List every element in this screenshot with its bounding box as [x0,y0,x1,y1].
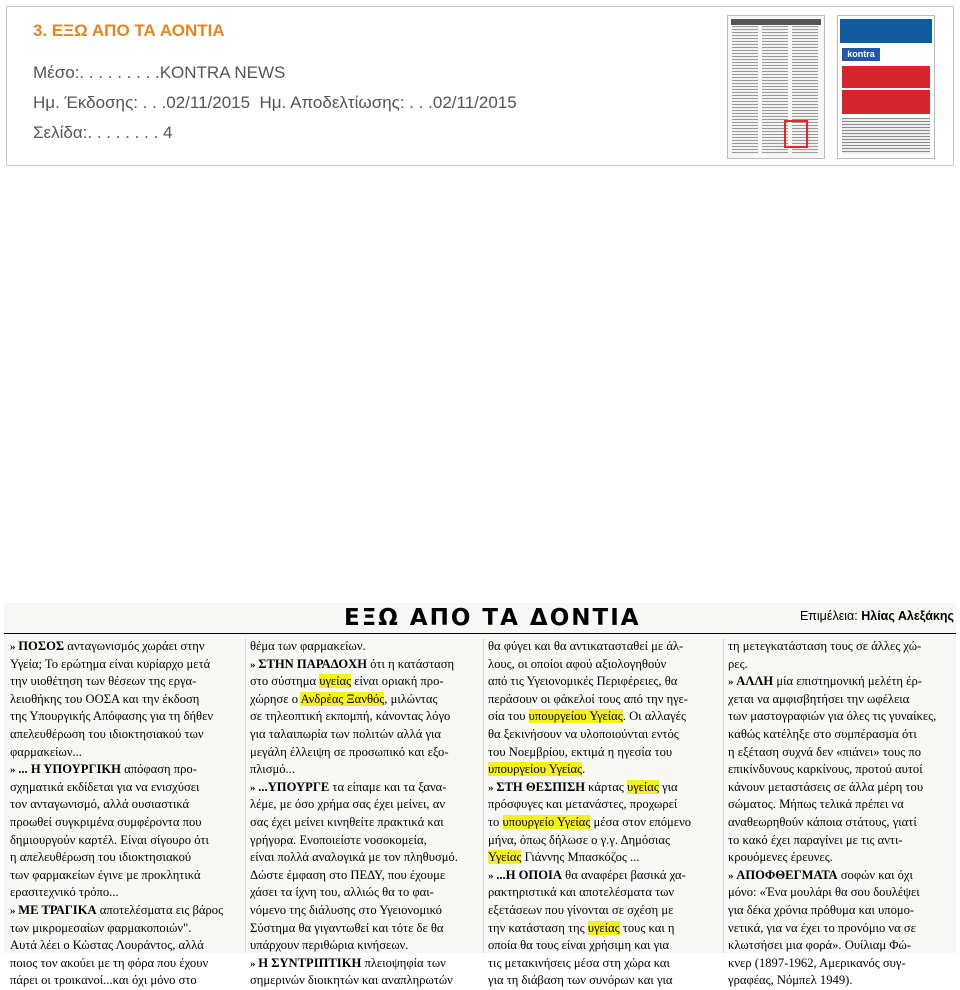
article-line [250,955,480,973]
article-text: ανταγωνισμός χωράει στην [64,639,205,653]
article-text: των μαστογραφιών για όλες τις γυναίκες, [728,709,937,724]
source-line: Μέσο:. . . . . . . . .KONTRA NEWS [33,63,286,82]
highlighted-keyword: Υγείας [488,850,522,865]
article-line [488,691,720,709]
clipping-header [6,6,954,166]
article-text: κνερ (1897-1962, Αμερικανός συγ- [728,955,906,970]
highlighted-keyword: Ανδρέας Ξανθός [300,691,385,706]
bullet-arrow-icon: » [728,676,737,689]
article-text: νετικά, για να έχει το προνόμιο να σε [728,920,916,935]
article-text: θα ξεκινήσουν να υλοποιούνται εντός [488,726,679,741]
article-text: κάνουν μεταστάσεις σε άλλα μέρη του [728,779,924,794]
article-line [250,884,480,902]
article-line [10,902,242,920]
article-text: μόνο: «Ένα μουλάρι θα σου δουλέψει [728,885,920,900]
article-line [488,902,720,920]
article-text: αποτελέσματα εις βάρος [96,902,224,917]
article-column-1 [10,638,242,990]
article-line [250,849,480,867]
article-line [10,849,242,867]
article-text: σχηματικά εκδίδεται για να ενισχύσει [10,779,200,794]
article-text: εξετάσεων που γίνονται σε σχέση με [488,902,674,917]
article-text: νόμενο της διάλυσης στο Υγειονομικό [250,902,442,917]
bullet-arrow-icon: » [488,869,497,882]
front-page-thumbnail[interactable] [837,15,935,159]
lead-word: ΜΕ ΤΡΑΓΙΚΑ [18,902,97,917]
article-line [488,867,720,885]
article-text: χεται να αμφισβητήσει την ωφέλεια [728,691,910,706]
article-text: Δώστε έμφαση στο ΠΕΔΥ, που έχουμε [250,867,446,882]
article-columns [4,634,956,988]
article-text: μεγάλη έλλειψη σε προσωπικό και εξο- [250,744,449,759]
article-text: λους, οι οποίοι αφού αξιολογηθούν [488,656,667,671]
article-text: δημιουργούν καρτέλ. Είναι σίγουρο ότι [10,832,209,847]
article-text: η απελευθέρωση του ιδιοκτησιακού [10,850,192,865]
bullet-arrow-icon: » [10,904,19,917]
article-line [728,726,954,744]
article-line [488,972,720,990]
highlighted-keyword: υπουργείο Υγείας [502,814,591,829]
article-line [250,796,480,814]
article-text: είναι πολλά αναλογικά με τον πληθυσμό. [250,850,458,865]
article-text: από τις Υγειονομικές Περιφέρειες, θα [488,674,678,689]
article-line [488,779,720,797]
highlighted-keyword: υγείας [627,779,659,794]
article-text: οποία θα τους είναι χρήσιμη και για [488,938,670,953]
article-text: τα είπαμε και τα ξανα- [329,779,447,794]
article-location-marker [784,120,808,148]
article-line [10,972,242,990]
column-divider [483,638,484,953]
article-line [488,832,720,850]
article-text: θα φύγει και θα αντικατασταθεί με άλ- [488,639,684,653]
article-line [10,884,242,902]
article-text: ερασιτεχνικό τρόπο... [10,885,119,900]
article-line [488,884,720,902]
article-text: σας έχει μείνει κινηθείτε πρακτικά και [250,814,444,829]
article-line [250,832,480,850]
article-line [10,726,242,744]
thumbnail-masthead [731,19,821,25]
article-line [250,656,480,674]
article-line [728,638,954,656]
article-text: κλωτσήσει μια φορά». Ουίλιαμ Φώ- [728,938,911,953]
column-divider [245,638,246,953]
article-text: μήνα, όπως δήλωσε ο γ.γ. Δημόσιας [488,832,670,847]
lead-word: ΠΟΣΟΣ [18,639,65,653]
bullet-arrow-icon: » [488,781,497,794]
lead-word: Η ΣΥΝΤΡΙΠΤΙΚΗ [258,955,362,970]
article-column-2 [250,638,480,990]
article-line [10,955,242,973]
highlighted-keyword: υπουργείου Υγείας [488,762,583,777]
page-thumbnail[interactable] [727,15,825,159]
article-line [10,691,242,709]
article-line [488,726,720,744]
article-line [728,902,954,920]
article-line [250,673,480,691]
article-line [728,761,954,779]
article-text: την κατάσταση της [488,920,588,935]
article-line [728,708,954,726]
bullet-arrow-icon: » [250,658,259,671]
lead-word: ΣΤΗ ΘΕΣΠΙΣΗ [496,779,585,794]
article-line [488,796,720,814]
article-line [728,884,954,902]
front-page-headline [842,66,930,88]
article-line [250,726,480,744]
article-text: σοφών και όχι [837,867,913,882]
article-text: ποιος τον ακούει με τη φόρα που έχουν [10,955,209,970]
article-text: τη μετεγκατάσταση τους σε άλλες χώ- [728,639,922,653]
highlighted-keyword: υγείας [319,674,352,689]
article-line [728,796,954,814]
article-text: Γιάννης Μπασκόζος ... [521,850,640,865]
article-line [728,972,954,990]
lead-word: ΑΛΛΗ [736,674,774,689]
article-text: χώρησε ο [250,691,301,706]
article-text: σία του [488,709,529,724]
dates-line: Ημ. Έκδοσης: . . .02/11/2015 Ημ. Αποδελτίωσης: . . .02/11/2015 [33,93,517,112]
article-text: επικίνδυνους καρκίνους, προτού αυτοί [728,762,923,777]
article-line [488,708,720,726]
article-text: του Νοεμβρίου, εκτιμά η ηγεσία του [488,744,673,759]
bullet-arrow-icon: » [10,641,19,653]
article-text: Σύστημα θα γιγαντωθεί και τότε δε θα [250,920,444,935]
article-text: στο σύστημα [250,674,320,689]
article-line [728,814,954,832]
lead-word: ΣΤΗΝ ΠΑΡΑΔΟΧΗ [258,656,368,671]
article-line [250,744,480,762]
article-text: της Υπουργικής Απόφασης για τη δήθεν [10,709,214,724]
article-column-4 [728,638,954,990]
article-line [250,691,480,709]
front-page-body [842,118,930,154]
article-line [10,656,242,674]
article-line [10,814,242,832]
article-line [10,832,242,850]
article-line [250,814,480,832]
article-text: χάσει τα ίχνη του, αλλιώς θα το φαι- [250,885,434,900]
article-line [250,779,480,797]
article-line [10,708,242,726]
article-line [250,937,480,955]
article-line [250,867,480,885]
bullet-arrow-icon: » [728,869,737,882]
article-text: κρουόμενες έρευνες. [728,850,833,865]
article-text: . Οι αλλαγές [622,709,686,724]
article-line [488,744,720,762]
article-text: μέσα στον επόμενο [590,814,692,829]
bullet-arrow-icon: » [250,781,259,794]
article-line [250,761,480,779]
article-line [728,832,954,850]
article-line [10,673,242,691]
article-text: το [488,814,503,829]
article-line [10,761,242,779]
lead-word: ...ΥΠΟΥΡΓΕ [258,779,330,794]
article-text: η εξέταση συχνά δεν «πιάνει» τους πο [728,744,922,759]
article-text: , μιλώντας [384,691,438,706]
article-line [10,920,242,938]
article-text: απόφαση προ- [120,762,197,777]
article-line [250,920,480,938]
article-text: φαρμακείων... [10,744,82,759]
article-text: για δέκα χρόνια πρόθυμα και υπομο- [728,902,915,917]
article-line [10,744,242,762]
article-line [728,867,954,885]
thumbnail-column [732,26,758,154]
article-text: καθώς κατέληξε στο συμπέρασμα ότι [728,726,917,741]
editor-name: Ηλίας Αλεξάκης [861,609,954,623]
article-text: Αυτά λέει ο Κώστας Λουράντος, αλλά [10,938,204,953]
article-line [250,902,480,920]
article-line [728,920,954,938]
article-line [728,691,954,709]
article-line [488,638,720,656]
rubric-bar [4,603,956,634]
article-text: για ταλαιπωρία των πολιτών αλλά για [250,726,442,741]
clipping-title: 3. ΕΞΩ ΑΠΟ ΤΑ ΑΟΝΤΙΑ [33,21,225,40]
article-text: πλισμό... [250,762,295,777]
article-line [488,761,720,779]
front-page-banner [840,19,932,43]
article-line [728,656,954,674]
article-text: είναι οριακή προ- [351,674,444,689]
article-line [488,937,720,955]
article-text: το κακό έχει παραγίνει με τις αντι- [728,832,903,847]
lead-word: ...Η ΟΠΟΙΑ [496,867,563,882]
article-line [488,920,720,938]
article-text: προωθεί συγκριμένα συμφέροντα που [10,814,202,829]
article-text: ότι η κατάσταση [367,656,455,671]
article-text: πρόσφυγες και μετανάστες, προχωρεί [488,797,678,812]
article-line [250,638,480,656]
article-line [10,796,242,814]
front-page-logo: kontra [842,48,880,61]
article-text: υπάρχουν περιθώρια κινήσεων. [250,938,409,953]
lead-word: ... Η ΥΠΟΥΡΓΙΚΗ [18,762,121,777]
article-text: σώματος. Μήπως τελικά πρέπει να [728,797,904,812]
article-clipping [4,603,956,988]
article-line [250,708,480,726]
article-text: των μικρομεσαίων φαρμακοποιών". [10,920,192,935]
article-line [728,937,954,955]
article-line [10,937,242,955]
article-line [250,972,480,990]
article-text: γρήγορα. Ενοποιείστε νοσοκομεία, [250,832,427,847]
article-text: για [658,779,678,794]
article-text: απελευθέρωση του ιδιοκτησιακού των [10,726,204,741]
article-text: κάρτας [584,779,628,794]
column-divider [723,638,724,953]
article-line [728,744,954,762]
bullet-arrow-icon: » [10,764,19,777]
article-text: τους και η [619,920,675,935]
page-line: Σελίδα:. . . . . . . . 4 [33,123,173,142]
highlighted-keyword: υγείας [587,920,620,935]
article-text: των φαρμακείων έγινε με προκλητικά [10,867,201,882]
article-text: λέμε, με όσο χρήμα σας έχει μείνει, αν [250,797,446,812]
article-text: αναθεωρηθούν κάποια στάτους, γιατί [728,814,917,829]
highlighted-keyword: υπουργείου Υγείας [528,709,623,724]
article-text: λειοθήκης του ΟΟΣΑ και την έκδοση [10,691,200,706]
article-line [488,955,720,973]
article-text: τον ανταγωνισμό, αλλά ουσιαστικά [10,797,190,812]
article-text: σε τηλεοπτική εκπομπή, κάνοντας λόγο [250,709,451,724]
article-text: μία επιστημονική μελέτη έρ- [773,674,922,689]
article-text: πάρει οι τροικανοί...και όχι μόνο στο [10,973,197,988]
article-line [10,779,242,797]
article-text: περάσουν οι φάκελοί τους από την ηγε- [488,691,689,706]
rubric-title: ΕΞΩ ΑΠΟ ΤΑ ΔΟΝΤΙΑ [344,605,641,631]
article-text: . [582,762,586,777]
article-line [728,779,954,797]
article-line [488,814,720,832]
article-text: την υιοθέτηση των θέσεων της εργα- [10,674,197,689]
article-text: θα αναφέρει βασικά χα- [562,867,686,882]
article-line [728,955,954,973]
article-line [10,867,242,885]
article-line [488,849,720,867]
article-text: ρες. [728,656,748,671]
article-text: Υγεία; Το ερώτημα είναι κυρίαρχο μετά [10,656,211,671]
article-line [488,673,720,691]
article-text: ρακτηριστικά και αποτελέσματα των [488,885,675,900]
article-line [488,656,720,674]
front-page-subheadline [842,90,930,114]
article-text: σημερινών διοικητών και αναπληρωτών [250,973,453,988]
lead-word: ΑΠΟΦΘΕΓΜΑΤΑ [736,867,838,882]
article-text: γραφέας, Νόμπελ 1949). [728,973,853,988]
article-line [728,673,954,691]
article-text: πλειοψηφία των [361,955,446,970]
editor-credit [800,609,954,623]
bullet-arrow-icon: » [250,957,259,970]
article-text: θέμα των φαρμακείων. [250,639,366,653]
article-text: τις μετακινήσεις μέσα στη χώρα και [488,955,670,970]
article-line [10,638,242,656]
editor-label: Επιμέλεια: [799,609,862,623]
article-line [728,849,954,867]
article-text: για τη διάβαση των συνόρων και για [488,973,673,988]
article-column-3 [488,638,720,990]
